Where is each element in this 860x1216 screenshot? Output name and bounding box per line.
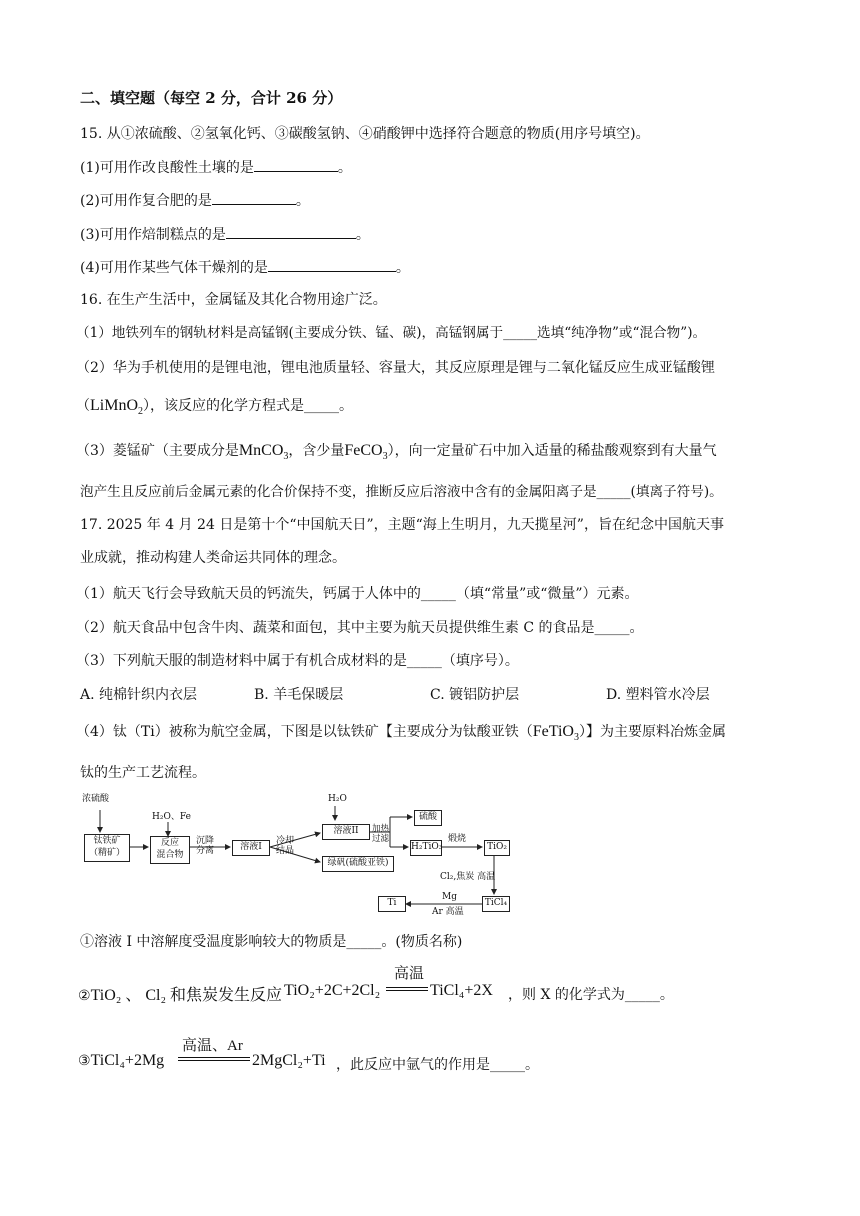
q17-sub2-tail: ，则 X 的化学式为_____。 <box>508 987 674 1003</box>
label-ar-high-temp: Ar 高温 <box>432 907 464 917</box>
period: 。 <box>295 193 310 209</box>
label-reagents: H₂O、Fe <box>152 812 191 822</box>
q17-sub1: ①溶液 I 中溶解度受温度影响较大的物质是_____。(物质名称) <box>80 934 463 950</box>
label-conc-sulfuric-acid: 浓硫酸 <box>82 794 110 804</box>
q16-part3a-head: （3）菱锰矿（主要成分是 <box>76 443 239 459</box>
q17-sub2-reactants: TiO₂ 、 Cl₂ 和焦炭发生反应 <box>90 987 283 1004</box>
q15-part4 <box>80 257 410 278</box>
answer-blank[interactable] <box>212 190 296 205</box>
q16-part3a-mid: ，含少量 <box>288 443 345 459</box>
q17-part4a-tail: ）】为主要原料冶炼金属 <box>578 724 726 740</box>
formula-fetio3 <box>532 723 579 744</box>
q16-stem: 16. 在生产生活中，金属锰及其化合物用途广泛。 <box>80 292 387 308</box>
label-water: H₂O <box>328 794 347 804</box>
label-settle-separate: 沉降 分离 <box>196 836 215 856</box>
q17-part4a-head: （4）钛（Ti）被称为航空金属，下图是以钛铁矿【主要成分为钛酸亚铁（ <box>76 724 533 740</box>
q16-part2b <box>76 396 353 422</box>
q15-part3 <box>80 224 370 245</box>
equation-left-3: TiCl₄+2Mg <box>90 1052 165 1069</box>
q15-part3-text: (3)可用作焙制糕点的是 <box>80 227 226 243</box>
label-calcine: 煅烧 <box>448 834 467 844</box>
q16-part3a-tail: ），向一定量矿石中加入适量的稀盐酸观察到有大量气 <box>387 443 717 459</box>
q15-part1-text: (1)可用作改良酸性土壤的是 <box>80 160 254 176</box>
q17-sub2 <box>78 982 282 1005</box>
option-c: C. 镀铝防护层 <box>430 687 520 703</box>
box-tio2: TiO₂ <box>484 840 510 856</box>
q16-part3a <box>76 441 717 467</box>
q15-part2 <box>80 190 310 211</box>
answer-blank[interactable] <box>268 257 396 272</box>
formula-feco3 <box>344 442 388 463</box>
q16-part1: （1）地铁列车的钢轨材料是高锰钢(主要成分铁、锰、碳)，高锰钢属于_____选填“纯净物”或“混合物”)。 <box>76 325 707 341</box>
condition-high-temp-ar: 高温、Ar <box>182 1038 243 1054</box>
option-a: A. 纯棉针织内衣层 <box>80 687 198 703</box>
box-ticl4: TiCl₄ <box>482 896 510 912</box>
box-ti: Ti <box>378 896 406 912</box>
label-cl2-coke-high-temp: Cl₂,焦炭 高温 <box>440 872 496 882</box>
paren-open: （ <box>76 398 90 414</box>
answer-blank[interactable] <box>254 157 338 172</box>
box-ilmenite: 钛铁矿 （精矿） <box>84 834 130 862</box>
box-h2tio3: H₂TiO₃ <box>410 840 442 856</box>
q17-part4b: 钛的生产工艺流程。 <box>80 765 206 781</box>
formula-subscript: 3 <box>573 732 579 744</box>
period: 。 <box>395 260 410 276</box>
box-reaction-mixture: 反应 混合物 <box>150 836 190 864</box>
equation-bar <box>386 990 428 991</box>
equation-left-2: TiO₂+2C+2Cl₂ <box>284 982 381 999</box>
q17-stem-a: 17. 2025 年 4 月 24 日是第十个“中国航天日”，主题“海上生明月，九天揽星河”，旨在纪念中国航天事 <box>80 517 724 533</box>
q17-part3: （3）下列航天服的制造材料中属于有机合成材料的是_____（填序号）。 <box>76 653 519 669</box>
formula-subscript: 3 <box>283 451 289 463</box>
condition-high-temp: 高温 <box>394 966 425 982</box>
option-b: B. 羊毛保暖层 <box>254 687 344 703</box>
equation-right-3: 2MgCl₂+Ti <box>252 1052 326 1069</box>
box-sulfuric-acid: 硫酸 <box>414 810 442 826</box>
q17-stem-b: 业成就，推动构建人类命运共同体的理念。 <box>80 550 346 566</box>
period: 。 <box>355 227 370 243</box>
q15-part2-text: (2)可用作复合肥的是 <box>80 193 212 209</box>
equation-bar <box>178 1060 250 1061</box>
circle-number-3: ③ <box>78 1053 91 1069</box>
formula-text: LiMnO <box>90 397 138 414</box>
q15-part1 <box>80 157 352 178</box>
box-solution-1: 溶液I <box>232 840 270 856</box>
equation-right-2: TiCl₄+2X <box>430 982 493 999</box>
formula-subscript: 2 <box>138 406 143 418</box>
q16-part2b-tail: ），该反应的化学方程式是_____。 <box>143 398 353 414</box>
q17-part4a <box>76 722 726 748</box>
section-title: 二、填空题（每空 2 分，合计 26 分） <box>80 89 343 107</box>
box-solution-2: 溶液II <box>322 824 370 840</box>
label-mg: Mg <box>442 892 457 902</box>
flow-arrows <box>80 792 540 920</box>
q17-part2: （2）航天食品中包含牛肉、蔬菜和面包，其中主要为航天员提供维生素 C 的食品是_____。 <box>76 620 644 636</box>
q17-part1: （1）航天飞行会导致航天员的钙流失，钙属于人体中的_____（填“常量”或“微量”）元素。 <box>76 586 639 602</box>
box-green-vitriol: 绿矾(硫酸亚铁) <box>322 856 394 872</box>
circle-number-2: ② <box>78 988 91 1004</box>
equation-bar <box>178 1057 250 1058</box>
formula-text: FeTiO <box>532 723 574 740</box>
formula-mnco3 <box>238 442 289 463</box>
period: 。 <box>337 160 352 176</box>
label-heat-filter: 加热 过滤 <box>372 824 390 844</box>
process-flow-diagram <box>80 792 540 920</box>
equation-bar <box>386 987 428 988</box>
q17-sub3-tail: ，此反应中氩气的作用是_____。 <box>336 1057 539 1073</box>
q17-sub3 <box>78 1052 164 1070</box>
formula-subscript: 3 <box>382 451 388 463</box>
answer-blank[interactable] <box>226 224 356 239</box>
label-cool-crystallize: 冷却 结晶 <box>276 836 295 856</box>
q16-part3b: 泡产生且反应前后金属元素的化合价保持不变，推断反应后溶液中含有的金属阳离子是_____(填离子符号)。 <box>80 484 723 500</box>
formula-text: FeCO <box>344 442 383 459</box>
formula-limno2 <box>90 397 143 418</box>
q15-stem: 15. 从①浓硫酸、②氢氧化钙、③碳酸氢钠、④硝酸钾中选择符合题意的物质(用序号填空)。 <box>80 126 650 142</box>
formula-text: MnCO <box>238 442 284 459</box>
q15-part4-text: (4)可用作某些气体干燥剂的是 <box>80 260 268 276</box>
option-d: D. 塑料管水冷层 <box>606 687 710 703</box>
q16-part2a: （2）华为手机使用的是锂电池，锂电池质量轻、容量大，其反应原理是锂与二氧化锰反应生成亚锰酸锂 <box>76 360 715 376</box>
